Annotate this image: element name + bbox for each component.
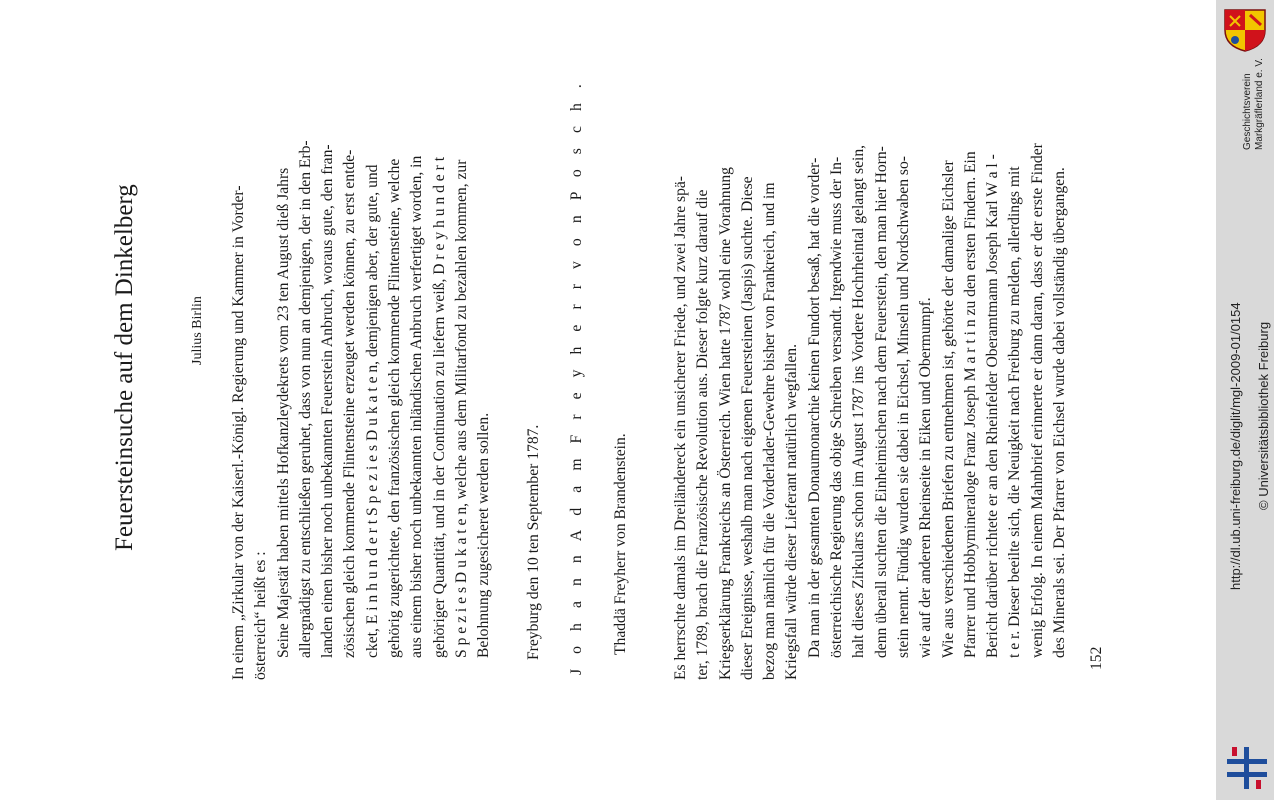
text-line: denn überall suchten die Einheimischen nach dem Feuerstein, den man hier Horn- [872, 146, 890, 658]
university-library-logo-icon [1226, 745, 1268, 791]
society-name-line1: Geschichtsverein [1242, 73, 1253, 150]
text-line: Da man in der gesamten Donaumonarchie keinen Fundort besaß, hat die vorder- [805, 157, 823, 658]
text-line: Kriegserklärung Frankreichs an Österreich. Wien hatte 1787 wohl eine Vorahnung [716, 167, 734, 680]
society-crest-icon [1222, 8, 1268, 52]
text-line: österreichische Regierung das obige Schreiben versandt. Irgendwie muss der In- [828, 156, 846, 658]
text-line: bezog man nämlich für die Vorderlader-Gewehre bisher von Frankreich, und im [761, 182, 779, 680]
circular-quote [228, 90, 496, 680]
text-line: ter, 1789, brach die Französische Revolution aus. Dieser folgte kurz darauf die [694, 189, 712, 680]
text-line: halt dieses Zirkulars schon im August 1787 ins Vordere Hochrheintal gelangt sein, [850, 144, 868, 658]
text-line: allergnädigst zu entschließen geruhet, dass von nun an demjenigen, der in den Erb- [296, 140, 314, 658]
text-line: Bericht darüber richtete er an den Rheinfelder Oberamtmann Joseph Karl W a l - [984, 154, 1002, 658]
article-body [670, 80, 1071, 680]
rotated-page-content [110, 0, 1105, 775]
text-line: Kriegsfall würde dieser Lieferant natürlich wegfallen. [783, 344, 801, 680]
page-number: 152 [1088, 646, 1105, 670]
date-line: Freyburg den 10 ten September 1787. [525, 424, 542, 660]
text-line: aus einem bisher noch unbekannten inländischen Anbruch verfertiget worden, in [408, 155, 426, 658]
copyright-notice: © Universitätsbibliothek Freiburg [1256, 321, 1271, 510]
text-line: landen einen bisher noch unbekannten Feuerstein Anbruch, woraus gute, den fran- [319, 144, 337, 658]
text-line: dieser Ereignisse, weshalb man nach eigenen Feuersteinen (Jaspis) suchte. Diese [738, 176, 756, 680]
text-line: cket, E i n h u n d e r t S p e z i e s D u k a t e n, demjenigen aber, der gute, und [363, 164, 381, 658]
text-line: Belohnung zugesicheret werden sollen. [475, 412, 493, 658]
text-line: stein nennt. Fündig wurden sie dabei in Eichsel, Minseln und Nordschwaben so- [894, 156, 912, 658]
document-url[interactable]: http://dl.ub.uni-freiburg.de/diglit/mgl-2009-01/0154 [1228, 302, 1243, 590]
text-line: wie auf der anderen Rheinseite in Eiken und Obermumpf. [917, 297, 935, 658]
article-title: Feuersteinsuche auf dem Dinkelberg [111, 184, 138, 551]
society-name-line2: Markgräflerland e. V. [1254, 58, 1265, 150]
signatory: J o h a n n A d a m F r e y h e r r v o n P o s c h . [568, 78, 585, 675]
text-line: wenig Erfolg. In einem Mahnbrief erinnerte er dann daran, dass er der erste Finder [1028, 143, 1046, 658]
text-line: gehörig zugerichtete, den französischen gleich kommende Flintensteine, welche [386, 158, 404, 658]
text-line: Seine Majestät haben mittels Hofkanzleydekrets vom 23 ten August dieß Jahrs [274, 167, 292, 658]
second-signatory: Thaddä Freyherr von Brandenstein. [612, 433, 629, 655]
text-line: des Minerals sei. Der Pfarrer von Eichsel wurde dabei vollständig übergangen. [1051, 167, 1069, 658]
text-line: t e r. Dieser beeilte sich, die Neuigkeit nach Freiburg zu melden, allerdings mit [1006, 166, 1024, 658]
text-line: österreich“ heißt es : [252, 551, 270, 680]
text-line: Pfarrer und Hobbymineraloge Franz Joseph M a r t i n zu den ersten Findern. Ein [961, 151, 979, 658]
text-line: zösischen gleich kommende Flintensteine erzeuget werden können, zu erst entde- [341, 149, 359, 658]
text-line: Es herrschte damals im Dreiländereck ein unsicherer Friede, und zwei Jahre spä- [672, 176, 689, 680]
article-author: Julius Birlin [190, 296, 205, 365]
text-line: S p e z i e s D u k a t e n, welche aus dem Militarfond zu bezahlen kommen, zur [452, 159, 470, 658]
text-line: In einem „Zirkular von der Kaiserl.-Königl. Regierung und Kammer in Vorder- [230, 185, 247, 680]
text-line: Wie aus verschiedenen Briefen zu entnehmen ist, gehörte der damalige Eichsler [939, 160, 957, 658]
text-line: gehöriger Quantität, und in der Continuation zu liefern weiß, D r e y h u n d e r t [430, 156, 448, 658]
